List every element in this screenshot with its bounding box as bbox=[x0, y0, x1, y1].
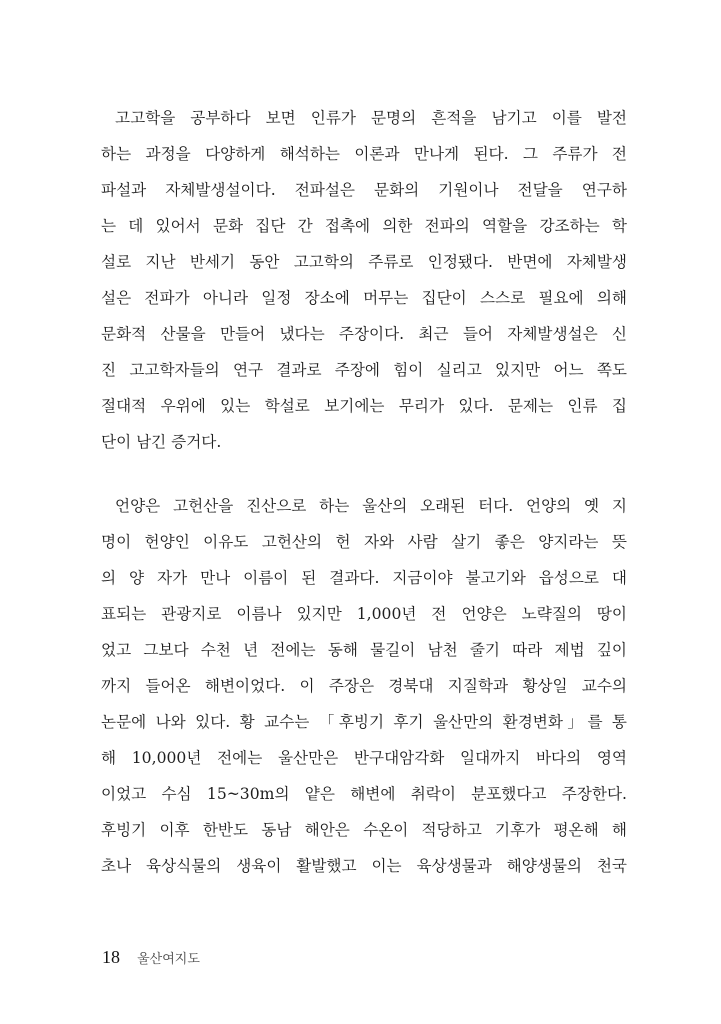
text-line: 설은 전파가 아니라 일정 장소에 머무는 집단이 스스로 필요에 의해 bbox=[101, 289, 627, 307]
text-line: 초나 육상식물의 생육이 활발했고 이는 육상생물과 해양생물의 천국 bbox=[101, 857, 627, 875]
text-line: 단이 남긴 증거다. bbox=[101, 433, 222, 451]
page-footer bbox=[102, 944, 200, 970]
book-title: 울산여지도 bbox=[137, 952, 200, 967]
paragraph-gap bbox=[101, 460, 627, 488]
text-line: 고고학을 공부하다 보면 인류가 문명의 흔적을 남기고 이를 발전 bbox=[115, 109, 627, 127]
text-line: 표되는 관광지로 이름나 있지만 1,000년 전 언양은 노략질의 땅이 bbox=[101, 605, 627, 623]
text-line: 는 데 있어서 문화 집단 간 접촉에 의한 전파의 역할을 강조하는 학 bbox=[101, 217, 627, 235]
text-line: 까지 들어온 해변이었다. 이 주장은 경북대 지질학과 황상일 교수의 bbox=[101, 677, 627, 695]
text-line: 논문에 나와 있다. 황 교수는 「후빙기 후기 울산만의 환경변화」를 통 bbox=[101, 713, 627, 731]
text-line: 었고 그보다 수천 년 전에는 동해 물길이 남천 줄기 따라 제법 깊이 bbox=[101, 641, 627, 659]
text-line: 해 10,000년 전에는 울산만은 반구대암각화 일대까지 바다의 영역 bbox=[101, 749, 627, 767]
paragraph-1 bbox=[101, 100, 627, 460]
text-line: 언양은 고헌산을 진산으로 하는 울산의 오래된 터다. 언양의 옛 지 bbox=[115, 497, 627, 515]
text-line: 이었고 수심 15~30m의 얕은 해변에 취락이 분포했다고 주장한다. bbox=[101, 785, 627, 803]
text-line: 파설과 자체발생설이다. 전파설은 문화의 기원이나 전달을 연구하 bbox=[101, 181, 627, 199]
page-number: 18 bbox=[102, 947, 120, 967]
body-text bbox=[101, 100, 627, 884]
text-line: 진 고고학자들의 연구 결과로 주장에 힘이 실리고 있지만 어느 쪽도 bbox=[101, 361, 627, 379]
text-line: 명이 헌양인 이유도 고헌산의 헌 자와 사람 살기 좋은 양지라는 뜻 bbox=[101, 533, 627, 551]
text-line: 의 양 자가 만나 이름이 된 결과다. 지금이야 불고기와 읍성으로 대 bbox=[101, 569, 627, 587]
text-line: 설로 지난 반세기 동안 고고학의 주류로 인정됐다. 반면에 자체발생 bbox=[101, 253, 627, 271]
text-line: 절대적 우위에 있는 학설로 보기에는 무리가 있다. 문제는 인류 집 bbox=[101, 397, 627, 415]
text-line: 후빙기 이후 한반도 동남 해안은 수온이 적당하고 기후가 평온해 해 bbox=[101, 821, 627, 839]
paragraph-2 bbox=[101, 488, 627, 884]
text-line: 하는 과정을 다양하게 해석하는 이론과 만나게 된다. 그 주류가 전 bbox=[101, 145, 627, 163]
text-line: 문화적 산물을 만들어 냈다는 주장이다. 최근 들어 자체발생설은 신 bbox=[101, 325, 627, 343]
